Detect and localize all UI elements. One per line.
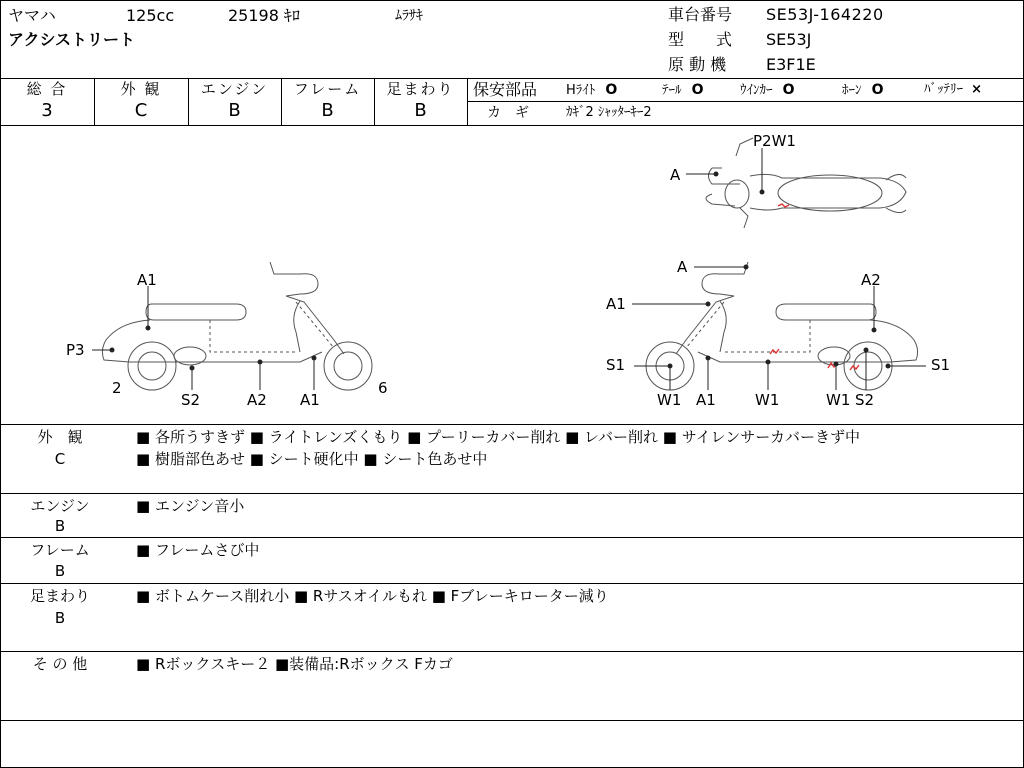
section-note: ■ 各所うすきず ■ ライトレンズくもり ■ プーリーカバー削れ ■ レバー削れ ■ サイレンサーカバーきず中 [136, 428, 860, 446]
diagram-label: A [670, 166, 681, 184]
safety-item [924, 82, 982, 98]
diagram-label: A1 [696, 391, 716, 409]
safety-item-mark: O [605, 82, 618, 98]
displacement: 125cc [126, 6, 175, 25]
safety-item-name: ﾃｰﾙ [662, 83, 682, 98]
grade-label: 総 合 [26, 80, 68, 98]
section-note: ■ エンジン音小 [136, 497, 245, 515]
type-label: 型 式 [668, 30, 733, 49]
damage-mark [770, 349, 779, 354]
diagram-label: A2 [247, 391, 267, 409]
section-grade: B [54, 562, 66, 580]
safety-item-name: ｳｲﾝｶｰ [740, 83, 773, 98]
maker: ヤマハ [8, 6, 56, 25]
frame-no: SE53J-164220 [766, 5, 884, 24]
grade-value: C [134, 100, 148, 121]
key-label: カ ギ [487, 105, 529, 121]
divider [467, 78, 468, 125]
safety-label: 保安部品 [473, 80, 538, 99]
grade-label: フレーム [293, 80, 362, 98]
section-grade: B [54, 609, 66, 627]
model-name: アクシストリート [8, 30, 136, 49]
leader-lines [92, 148, 926, 390]
divider [0, 493, 1023, 494]
diagram-label: A1 [137, 271, 157, 289]
divider [0, 537, 1023, 538]
grade-frame [281, 79, 374, 123]
frame-no-label: 車台番号 [668, 5, 733, 24]
diagram-label: A2 [861, 271, 881, 289]
section-label: エンジン [30, 497, 90, 515]
safety-item-mark: O [782, 82, 795, 98]
diagram-label: P2W1 [753, 132, 796, 150]
diagram-label: 2 [112, 379, 122, 397]
safety-item-mark: O [871, 82, 884, 98]
safety-item [740, 82, 795, 99]
engine-label: 原 動 機 [668, 55, 727, 74]
section-label: そ の 他 [32, 655, 88, 673]
mileage: 25198 ｷﾛ [228, 6, 300, 25]
diagram-label: W1 [826, 391, 851, 409]
grade-overall [0, 79, 94, 123]
section-grade: B [54, 517, 66, 535]
safety-item-name: ﾎｰﾝ [842, 83, 862, 98]
safety-item [842, 82, 884, 99]
scooter-top-view [706, 138, 906, 228]
section-note: ■ Rボックスキー２ ■装備品:Rボックス Fカゴ [136, 655, 453, 673]
grade-value: B [321, 100, 334, 121]
safety-item [662, 82, 704, 99]
divider [0, 583, 1023, 584]
diagram-label: S2 [855, 391, 875, 409]
grade-suspension [374, 79, 467, 123]
diagram-label: S2 [181, 391, 201, 409]
safety-item-name: ﾊﾞｯﾃﾘｰ [924, 82, 963, 97]
diagram-label: W1 [657, 391, 682, 409]
diagram-label: S1 [931, 356, 951, 374]
engine-value: E3F1E [766, 55, 816, 74]
type-value: SE53J [766, 30, 812, 49]
divider [467, 101, 1023, 102]
diagram-label: W1 [755, 391, 780, 409]
diagram-label: A1 [606, 295, 626, 313]
diagram-label: A [677, 258, 688, 276]
key-value: ｶｷﾞ2 ｼｬｯﾀｰｷｰ2 [566, 105, 652, 120]
section-label: 足まわり [29, 587, 90, 605]
grade-value: 3 [41, 100, 53, 121]
section-note: ■ 樹脂部色あせ ■ シート硬化中 ■ シート色あせ中 [136, 450, 488, 468]
grade-value: B [414, 100, 427, 121]
grade-value: B [228, 100, 241, 121]
diagram-label: A1 [300, 391, 320, 409]
divider [0, 651, 1023, 652]
grade-label: エンジン [200, 80, 269, 98]
grade-label: 足まわり [386, 80, 455, 98]
grade-engine [188, 79, 281, 123]
safety-item-name: Hﾗｲﾄ [566, 83, 596, 98]
section-label: フレーム [30, 541, 90, 559]
section-label: 外 観 [37, 428, 83, 446]
grade-label: 外 観 [120, 80, 162, 98]
safety-item-mark: × [971, 82, 983, 97]
section-grade: C [54, 450, 66, 468]
diagram-label: S1 [606, 356, 626, 374]
section-note: ■ ボトムケース削れ小 ■ Rサスオイルもれ ■ Fブレーキローター減り [136, 587, 609, 605]
damage-mark [778, 204, 789, 207]
safety-item-mark: O [691, 82, 704, 98]
divider [0, 720, 1023, 721]
diagram-label: P3 [66, 341, 85, 359]
section-note: ■ フレームさび中 [136, 541, 260, 559]
divider [0, 424, 1023, 425]
diagram-label: 6 [378, 379, 388, 397]
color: ﾑﾗｻｷ [395, 8, 423, 24]
grade-exterior [94, 79, 188, 123]
safety-item [566, 82, 617, 99]
